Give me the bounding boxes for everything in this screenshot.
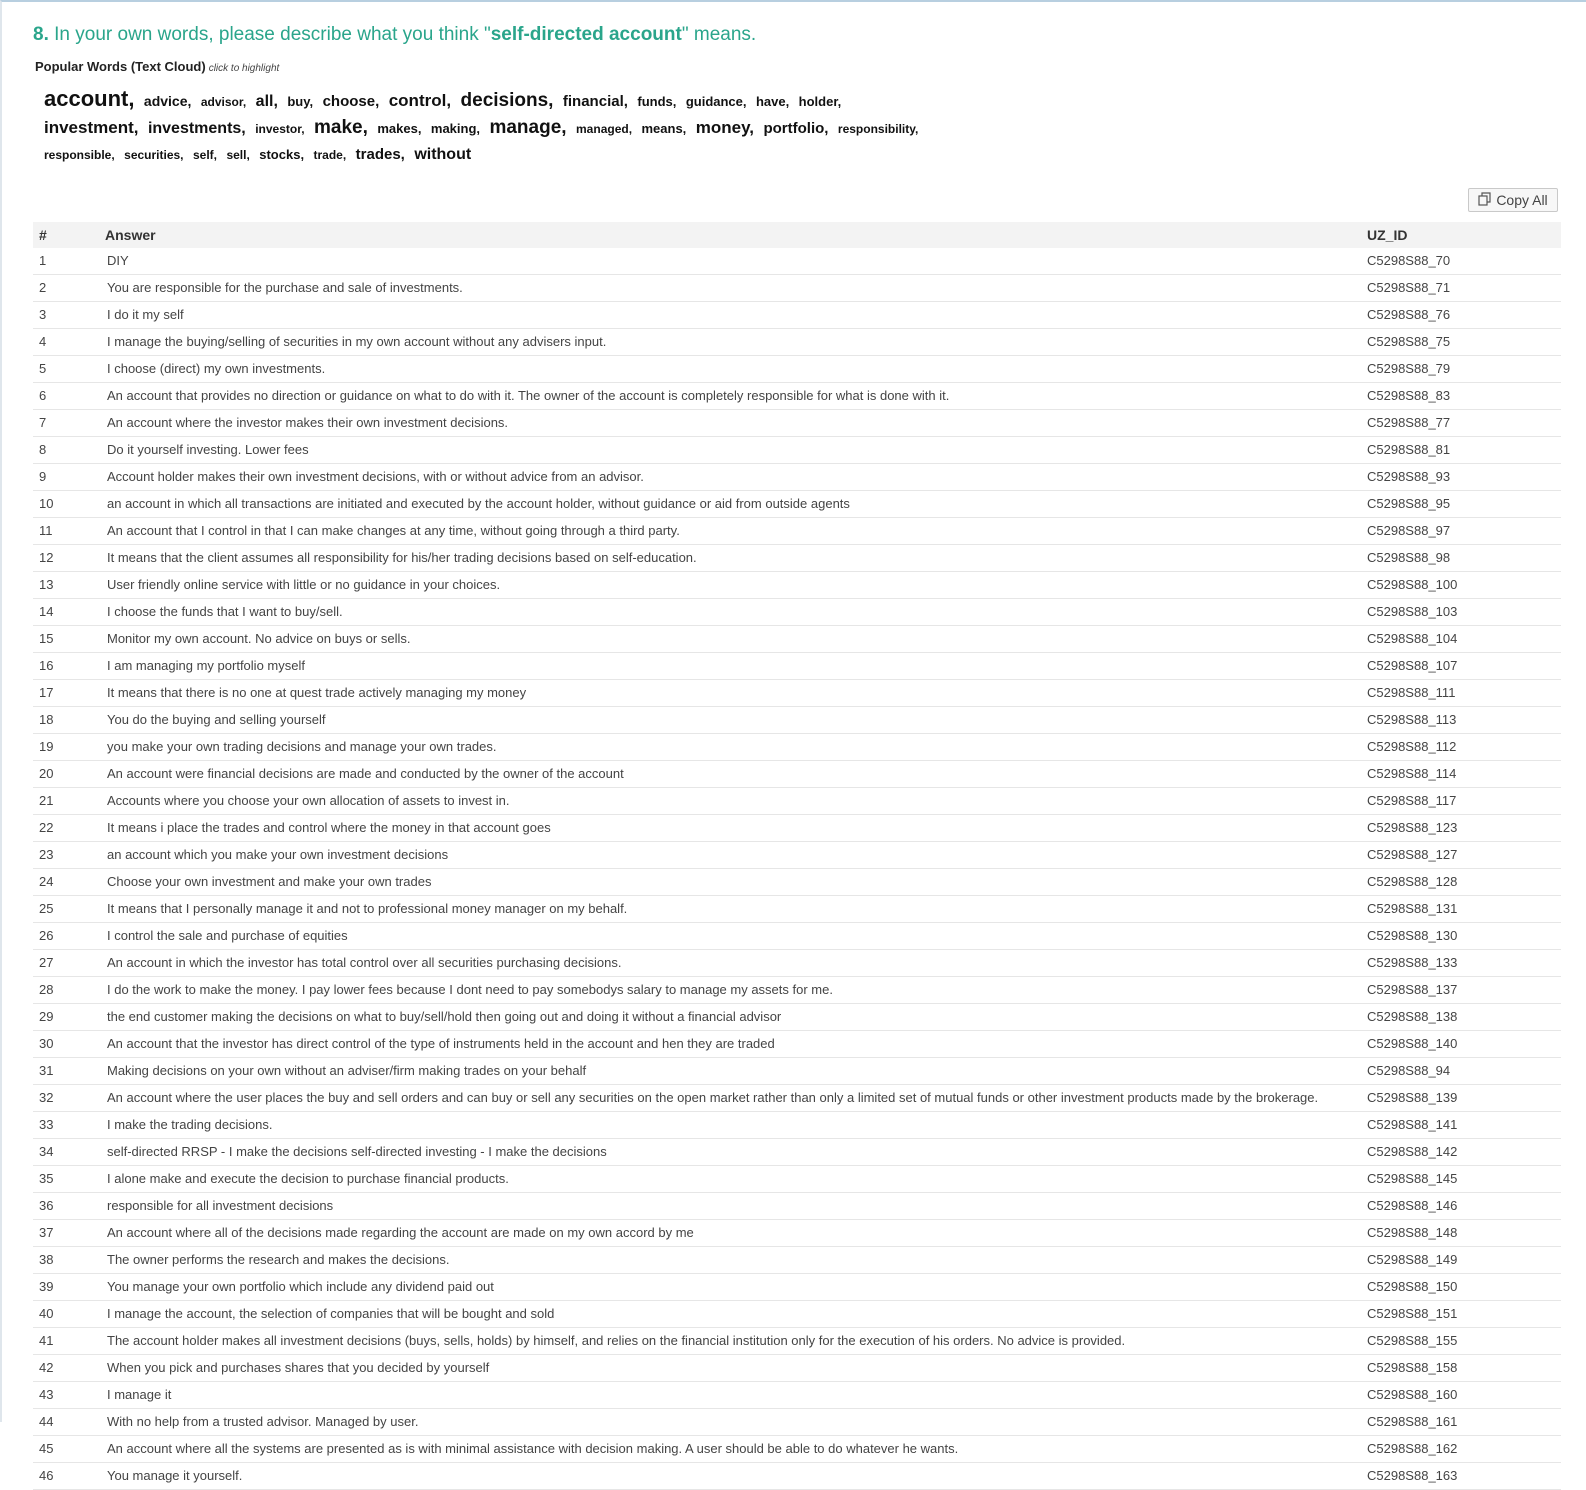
row-uz-id: C5298S88_107 [1361, 653, 1561, 680]
row-number: 5 [33, 356, 99, 383]
row-uz-id: C5298S88_113 [1361, 707, 1561, 734]
row-answer: I alone make and execute the decision to purchase financial products. [99, 1166, 1361, 1193]
row-answer: It means that I personally manage it and not to professional money manager on my behalf. [99, 896, 1361, 923]
row-uz-id: C5298S88_83 [1361, 383, 1561, 410]
row-answer: An account where all of the decisions made regarding the account are made on my own accord by me [99, 1220, 1361, 1247]
row-number: 24 [33, 869, 99, 896]
row-answer: DIY [99, 248, 1361, 275]
row-answer: self-directed RRSP - I make the decisions self-directed investing - I make the decisions [99, 1139, 1361, 1166]
row-uz-id: C5298S88_163 [1361, 1463, 1561, 1490]
row-number: 38 [33, 1247, 99, 1274]
row-answer: An account that provides no direction or guidance on what to do with it. The owner of the account is completely responsible for what is done with it. [99, 383, 1361, 410]
table-row [33, 815, 1561, 842]
row-answer: Making decisions on your own without an adviser/firm making trades on your behalf [99, 1058, 1361, 1085]
row-answer: I make the trading decisions. [99, 1112, 1361, 1139]
cloud-word[interactable]: investments, [147, 120, 246, 137]
row-number: 17 [33, 680, 99, 707]
row-uz-id: C5298S88_140 [1361, 1031, 1561, 1058]
row-number: 13 [33, 572, 99, 599]
table-row [33, 518, 1561, 545]
row-number: 9 [33, 464, 99, 491]
cloud-word[interactable]: securities, [124, 148, 184, 162]
row-number: 20 [33, 761, 99, 788]
table-row [33, 1031, 1561, 1058]
table-row [33, 977, 1561, 1004]
table-row [33, 437, 1561, 464]
row-uz-id: C5298S88_142 [1361, 1139, 1561, 1166]
row-uz-id: C5298S88_131 [1361, 896, 1561, 923]
row-answer: I manage it [99, 1382, 1361, 1409]
row-number: 30 [33, 1031, 99, 1058]
row-answer: You manage your own portfolio which include any dividend paid out [99, 1274, 1361, 1301]
row-answer: An account where the investor makes their own investment decisions. [99, 410, 1361, 437]
cloud-word[interactable]: making, [430, 121, 481, 136]
row-uz-id: C5298S88_162 [1361, 1436, 1561, 1463]
cloud-word[interactable]: sell, [226, 148, 250, 162]
table-row [33, 653, 1561, 680]
row-uz-id: C5298S88_160 [1361, 1382, 1561, 1409]
row-uz-id: C5298S88_133 [1361, 950, 1561, 977]
row-answer: Choose your own investment and make your own trades [99, 869, 1361, 896]
table-header-row [33, 222, 1561, 248]
row-number: 8 [33, 437, 99, 464]
table-row [33, 761, 1561, 788]
table-row [33, 896, 1561, 923]
text-cloud-hint: click to highlight [208, 63, 280, 74]
row-number: 23 [33, 842, 99, 869]
table-row [33, 680, 1561, 707]
cloud-word[interactable]: makes, [377, 121, 422, 136]
table-row [33, 1139, 1561, 1166]
row-number: 42 [33, 1355, 99, 1382]
row-answer: you make your own trading decisions and manage your own trades. [99, 734, 1361, 761]
row-number: 40 [33, 1301, 99, 1328]
row-answer: I control the sale and purchase of equities [99, 923, 1361, 950]
row-uz-id: C5298S88_114 [1361, 761, 1561, 788]
table-row [33, 1058, 1561, 1085]
row-number: 25 [33, 896, 99, 923]
row-number: 28 [33, 977, 99, 1004]
row-uz-id: C5298S88_148 [1361, 1220, 1561, 1247]
cloud-word[interactable]: choose, [322, 93, 380, 110]
row-uz-id: C5298S88_141 [1361, 1112, 1561, 1139]
cloud-word[interactable]: make, [314, 117, 368, 138]
table-row [33, 356, 1561, 383]
row-answer: Do it yourself investing. Lower fees [99, 437, 1361, 464]
row-uz-id: C5298S88_158 [1361, 1355, 1561, 1382]
row-number: 41 [33, 1328, 99, 1355]
row-number: 29 [33, 1004, 99, 1031]
row-number: 26 [33, 923, 99, 950]
header-number[interactable]: # [39, 227, 47, 243]
text-cloud-title: Popular Words (Text Cloud) [35, 59, 206, 74]
row-uz-id: C5298S88_94 [1361, 1058, 1561, 1085]
cloud-word[interactable]: decisions, [460, 90, 554, 111]
row-uz-id: C5298S88_95 [1361, 491, 1561, 518]
row-uz-id: C5298S88_137 [1361, 977, 1561, 1004]
row-number: 22 [33, 815, 99, 842]
row-uz-id: C5298S88_93 [1361, 464, 1561, 491]
table-row [33, 302, 1561, 329]
table-row [33, 248, 1561, 275]
row-answer: The account holder makes all investment decisions (buys, sells, holds) by himself, and relies on the financial institution only for the execution of his orders. No advice is provided. [99, 1328, 1361, 1355]
row-number: 3 [33, 302, 99, 329]
table-row [33, 734, 1561, 761]
row-answer: It means that there is no one at quest trade actively managing my money [99, 680, 1361, 707]
row-number: 36 [33, 1193, 99, 1220]
row-answer: an account in which all transactions are initiated and executed by the account holder, without guidance or aid from outside agents [99, 491, 1361, 518]
row-number: 33 [33, 1112, 99, 1139]
row-number: 10 [33, 491, 99, 518]
row-uz-id: C5298S88_130 [1361, 923, 1561, 950]
row-answer: I am managing my portfolio myself [99, 653, 1361, 680]
row-answer: You manage it yourself. [99, 1463, 1361, 1490]
cloud-word[interactable]: financial, [562, 93, 628, 110]
row-answer: I manage the buying/selling of securities in my own account without any advisers input. [99, 329, 1361, 356]
row-answer: You are responsible for the purchase and sale of investments. [99, 275, 1361, 302]
cloud-word[interactable]: account, [44, 86, 135, 111]
row-uz-id: C5298S88_151 [1361, 1301, 1561, 1328]
cloud-word[interactable]: control, [388, 91, 452, 110]
table-row [33, 1247, 1561, 1274]
copy-all-label: Copy All [1496, 192, 1548, 208]
text-cloud [44, 86, 924, 168]
row-answer: I do the work to make the money. I pay lower fees because I dont need to pay somebodys salary to manage my assets for me. [99, 977, 1361, 1004]
table-row [33, 1220, 1561, 1247]
row-uz-id: C5298S88_77 [1361, 410, 1561, 437]
row-answer: You do the buying and selling yourself [99, 707, 1361, 734]
row-uz-id: C5298S88_104 [1361, 626, 1561, 653]
cloud-word[interactable]: investment, [44, 118, 139, 137]
row-number: 18 [33, 707, 99, 734]
cloud-word[interactable]: money, [695, 118, 755, 137]
question-term: self-directed account [490, 24, 682, 45]
row-uz-id: C5298S88_70 [1361, 248, 1561, 275]
table-row [33, 1436, 1561, 1463]
table-row [33, 464, 1561, 491]
question-title [33, 24, 756, 46]
row-answer: The owner performs the research and makes the decisions. [99, 1247, 1361, 1274]
row-answer: An account that the investor has direct control of the type of instruments held in the account and hen they are traded [99, 1031, 1361, 1058]
row-answer: I choose the funds that I want to buy/sell. [99, 599, 1361, 626]
row-number: 34 [33, 1139, 99, 1166]
row-answer: I choose (direct) my own investments. [99, 356, 1361, 383]
table-row [33, 1004, 1561, 1031]
row-uz-id: C5298S88_150 [1361, 1274, 1561, 1301]
row-uz-id: C5298S88_127 [1361, 842, 1561, 869]
cloud-word[interactable]: advice, [143, 93, 192, 109]
cloud-word[interactable]: advisor, [200, 95, 247, 109]
row-uz-id: C5298S88_145 [1361, 1166, 1561, 1193]
cloud-word[interactable]: funds, [637, 94, 677, 109]
cloud-word[interactable]: manage, [489, 117, 567, 138]
table-row [33, 869, 1561, 896]
row-number: 44 [33, 1409, 99, 1436]
cloud-word[interactable]: buy, [287, 94, 314, 109]
row-uz-id: C5298S88_155 [1361, 1328, 1561, 1355]
row-number: 35 [33, 1166, 99, 1193]
row-number: 7 [33, 410, 99, 437]
table-row [33, 1166, 1561, 1193]
row-number: 14 [33, 599, 99, 626]
row-uz-id: C5298S88_75 [1361, 329, 1561, 356]
table-row [33, 1085, 1561, 1112]
table-row [33, 1193, 1561, 1220]
table-row [33, 545, 1561, 572]
row-uz-id: C5298S88_117 [1361, 788, 1561, 815]
table-row [33, 626, 1561, 653]
row-answer: User friendly online service with little or no guidance in your choices. [99, 572, 1361, 599]
question-number: 8. [33, 24, 49, 45]
row-answer: Accounts where you choose your own allocation of assets to invest in. [99, 788, 1361, 815]
table-row [33, 410, 1561, 437]
row-number: 45 [33, 1436, 99, 1463]
row-uz-id: C5298S88_146 [1361, 1193, 1561, 1220]
row-number: 15 [33, 626, 99, 653]
copy-icon [1478, 192, 1492, 209]
answers-table [33, 222, 1561, 1490]
row-number: 12 [33, 545, 99, 572]
row-number: 4 [33, 329, 99, 356]
row-uz-id: C5298S88_123 [1361, 815, 1561, 842]
row-uz-id: C5298S88_112 [1361, 734, 1561, 761]
row-answer: Monitor my own account. No advice on buys or sells. [99, 626, 1361, 653]
row-uz-id: C5298S88_81 [1361, 437, 1561, 464]
row-number: 19 [33, 734, 99, 761]
row-answer: an account which you make your own investment decisions [99, 842, 1361, 869]
row-answer: Account holder makes their own investment decisions, with or without advice from an advisor. [99, 464, 1361, 491]
row-answer: responsible for all investment decisions [99, 1193, 1361, 1220]
row-answer: It means i place the trades and control where the money in that account goes [99, 815, 1361, 842]
table-row [33, 599, 1561, 626]
row-uz-id: C5298S88_71 [1361, 275, 1561, 302]
row-uz-id: C5298S88_76 [1361, 302, 1561, 329]
cloud-word[interactable]: stocks, [259, 147, 305, 162]
row-number: 46 [33, 1463, 99, 1490]
row-number: 21 [33, 788, 99, 815]
row-uz-id: C5298S88_79 [1361, 356, 1561, 383]
cloud-word[interactable]: trade, [313, 148, 347, 162]
row-answer: With no help from a trusted advisor. Managed by user. [99, 1409, 1361, 1436]
row-answer: An account were financial decisions are made and conducted by the owner of the account [99, 761, 1361, 788]
row-uz-id: C5298S88_149 [1361, 1247, 1561, 1274]
row-uz-id: C5298S88_139 [1361, 1085, 1561, 1112]
row-uz-id: C5298S88_138 [1361, 1004, 1561, 1031]
row-number: 43 [33, 1382, 99, 1409]
row-number: 16 [33, 653, 99, 680]
row-answer: An account where the user places the buy and sell orders and can buy or sell any securities on the open market rather than only a limited set of mutual funds or other investment products made by the brokerage. [99, 1085, 1361, 1112]
row-uz-id: C5298S88_97 [1361, 518, 1561, 545]
table-row [33, 950, 1561, 977]
cloud-word[interactable]: trades, [355, 146, 405, 163]
cloud-word[interactable]: without [414, 146, 472, 163]
question-suffix: " means. [681, 24, 757, 45]
cloud-word[interactable]: investor, [255, 122, 305, 136]
cloud-word[interactable]: means, [641, 121, 687, 136]
table-row [33, 1463, 1561, 1490]
cloud-word[interactable]: responsible, [44, 148, 115, 162]
header-answer[interactable]: Answer [105, 227, 156, 243]
row-number: 37 [33, 1220, 99, 1247]
row-answer: It means that the client assumes all responsibility for his/her trading decisions based on self-education. [99, 545, 1361, 572]
row-number: 1 [33, 248, 99, 275]
copy-all-button[interactable] [1468, 188, 1558, 212]
table-row [33, 1274, 1561, 1301]
row-answer: An account that I control in that I can make changes at any time, without going through a third party. [99, 518, 1361, 545]
row-answer: An account where all the systems are presented as is with minimal assistance with decision making. A user should be able to do whatever he wants. [99, 1436, 1361, 1463]
row-uz-id: C5298S88_100 [1361, 572, 1561, 599]
cloud-word[interactable]: all, [255, 93, 278, 110]
table-row [33, 275, 1561, 302]
table-row [33, 1409, 1561, 1436]
table-row [33, 1382, 1561, 1409]
row-number: 6 [33, 383, 99, 410]
cloud-word[interactable]: portfolio, [763, 120, 829, 137]
cloud-word[interactable]: responsibility, [837, 122, 919, 136]
cloud-word[interactable]: self, [192, 148, 217, 162]
cloud-word[interactable]: guidance, [685, 94, 747, 109]
table-row [33, 1355, 1561, 1382]
row-number: 2 [33, 275, 99, 302]
row-number: 31 [33, 1058, 99, 1085]
row-answer: I manage the account, the selection of companies that will be bought and sold [99, 1301, 1361, 1328]
table-body [33, 248, 1561, 1490]
table-row [33, 491, 1561, 518]
table-row [33, 788, 1561, 815]
cloud-word[interactable]: have, [755, 94, 790, 109]
row-answer: When you pick and purchases shares that you decided by yourself [99, 1355, 1361, 1382]
table-row [33, 572, 1561, 599]
row-answer: the end customer making the decisions on what to buy/sell/hold then going out and doing it without a financial advisor [99, 1004, 1361, 1031]
row-uz-id: C5298S88_103 [1361, 599, 1561, 626]
row-number: 39 [33, 1274, 99, 1301]
row-uz-id: C5298S88_98 [1361, 545, 1561, 572]
table-row [33, 1301, 1561, 1328]
table-row [33, 1328, 1561, 1355]
row-answer: I do it my self [99, 302, 1361, 329]
row-uz-id: C5298S88_161 [1361, 1409, 1561, 1436]
row-number: 11 [33, 518, 99, 545]
table-row [33, 923, 1561, 950]
header-uz-id[interactable]: UZ_ID [1367, 227, 1408, 243]
row-uz-id: C5298S88_111 [1361, 680, 1561, 707]
row-answer: An account in which the investor has total control over all securities purchasing decisions. [99, 950, 1361, 977]
cloud-word[interactable]: managed, [576, 122, 633, 136]
row-number: 32 [33, 1085, 99, 1112]
table-row [33, 383, 1561, 410]
row-number: 27 [33, 950, 99, 977]
table-row [33, 1112, 1561, 1139]
text-cloud-label [35, 59, 279, 74]
table-row [33, 329, 1561, 356]
table-row [33, 842, 1561, 869]
question-prefix: In your own words, please describe what you think " [48, 24, 491, 45]
cloud-word[interactable]: holder, [798, 94, 842, 109]
row-uz-id: C5298S88_128 [1361, 869, 1561, 896]
table-row [33, 707, 1561, 734]
